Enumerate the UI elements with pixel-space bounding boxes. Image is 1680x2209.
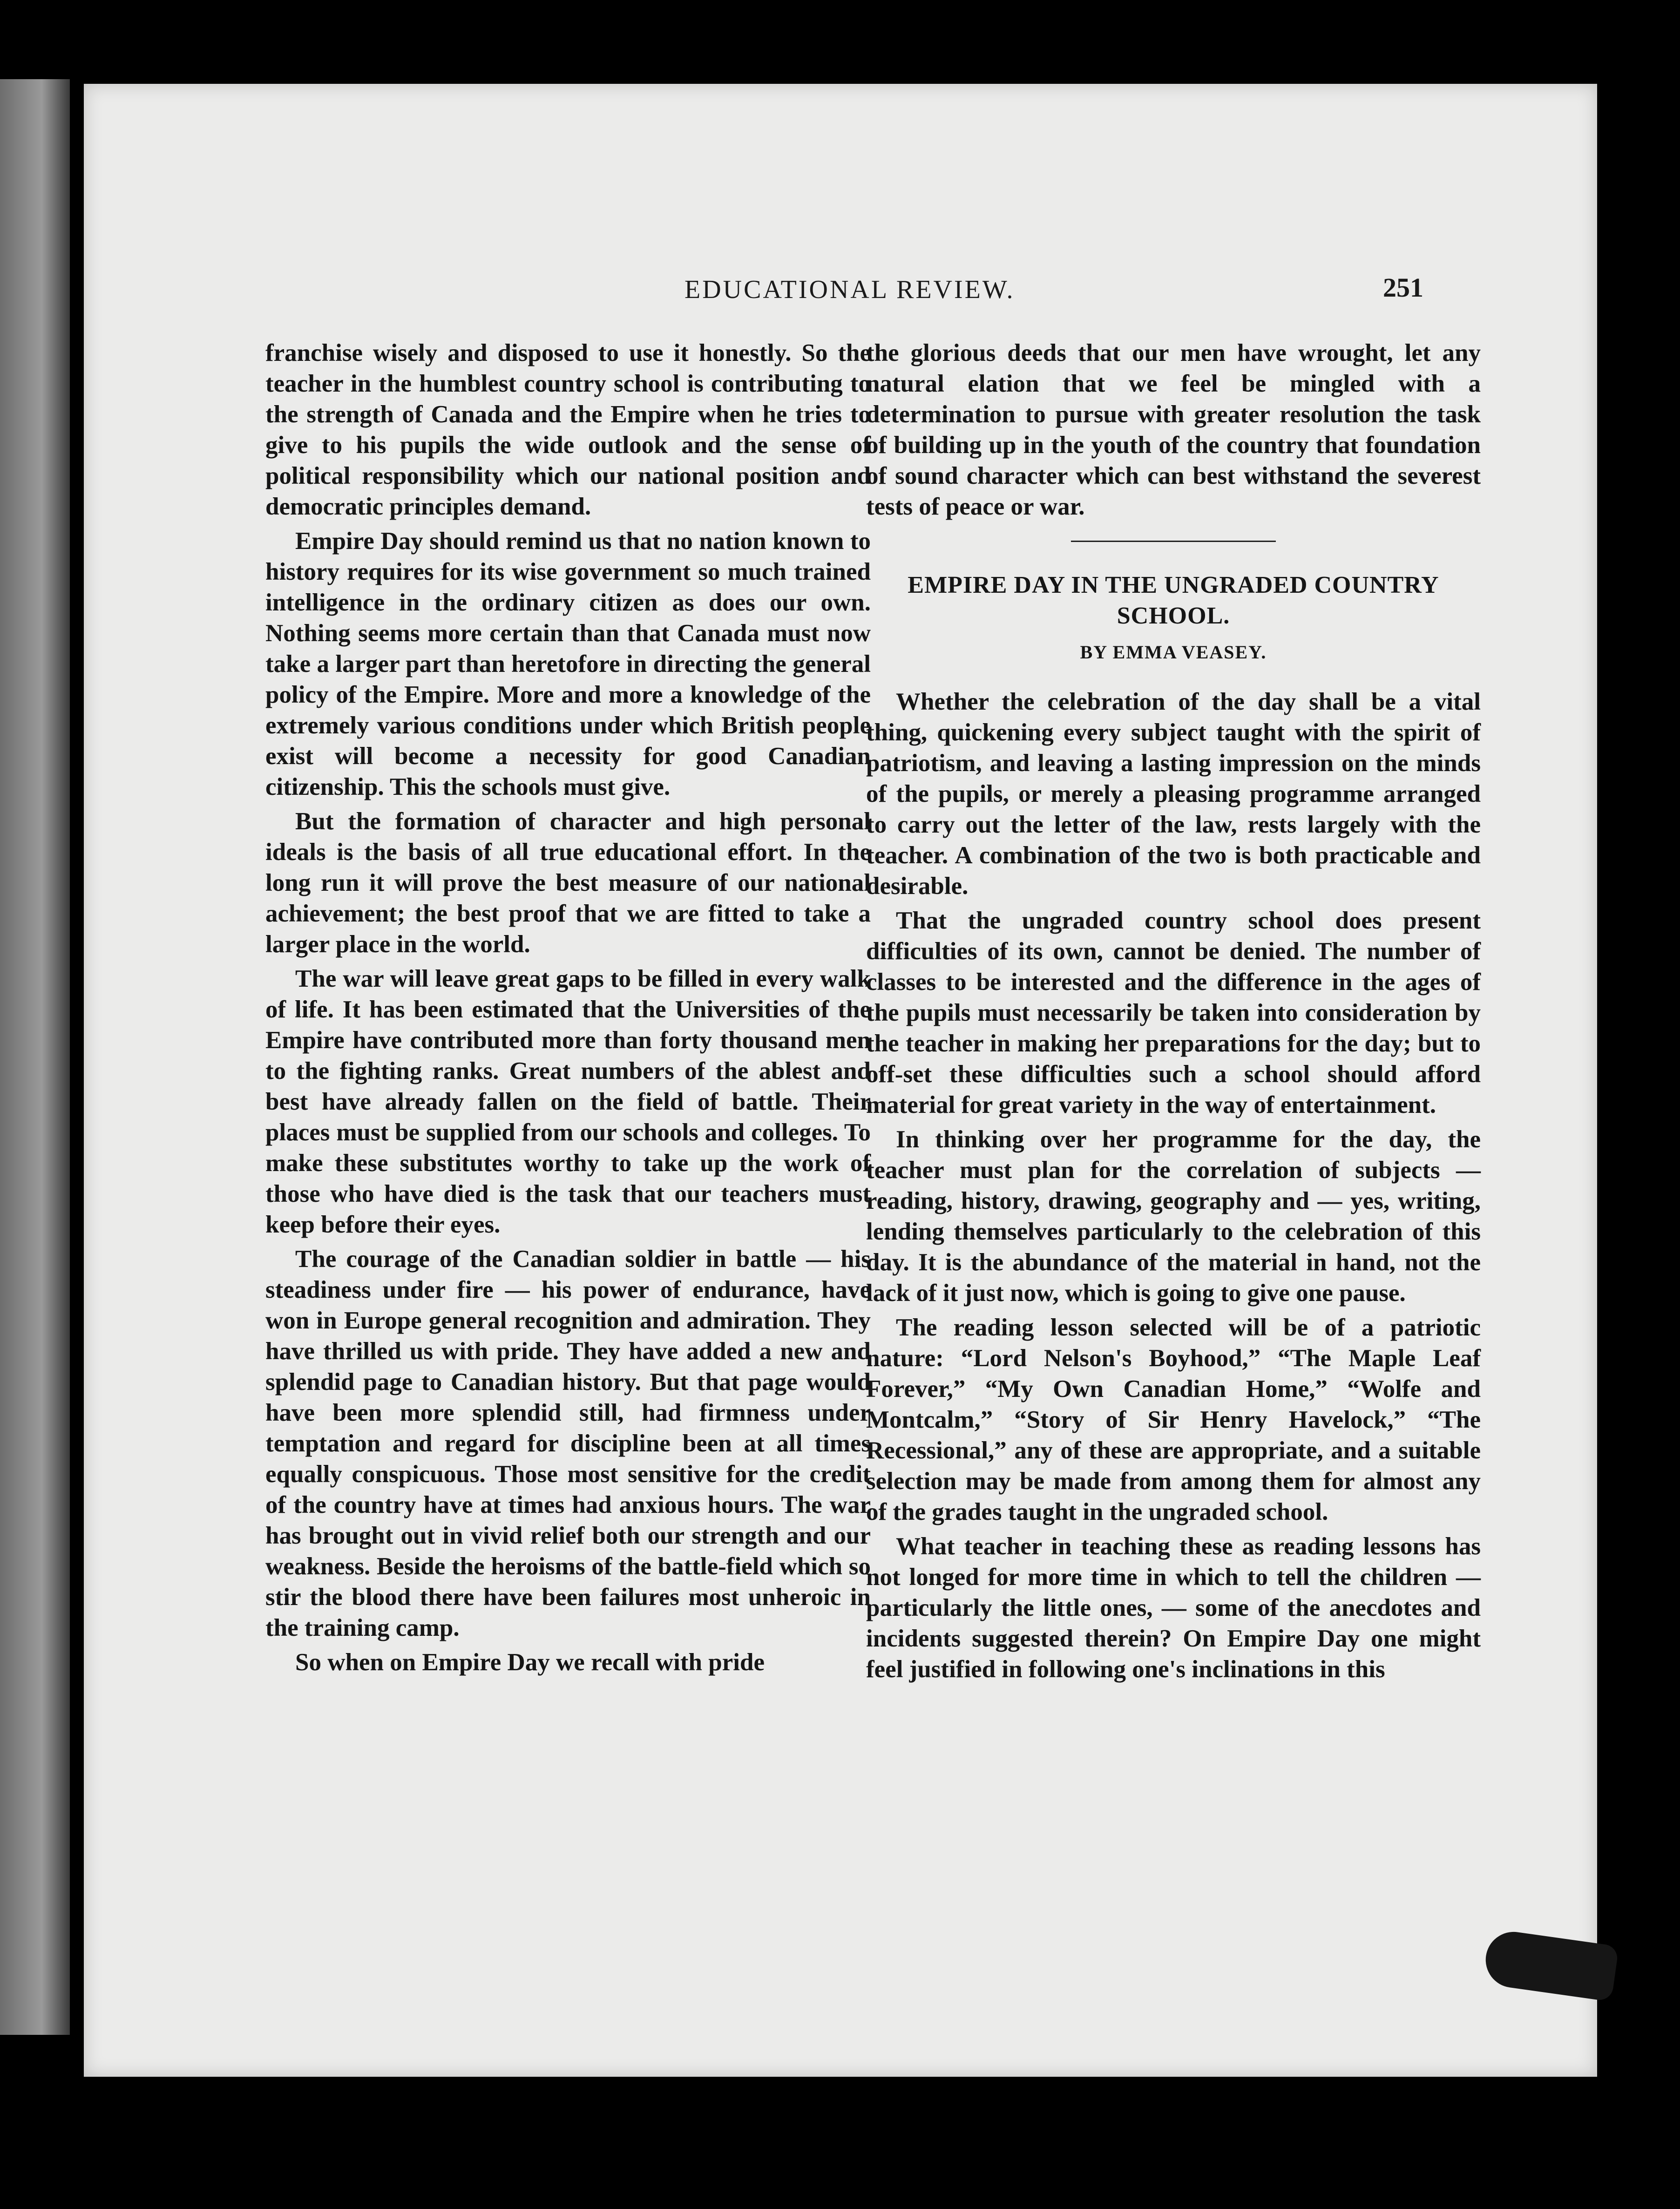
paragraph: In thinking over her programme for the day, the teacher must plan for the correlation of subjects — reading, history, drawing, geography and — yes, writing, lending themselves particularly to the celebration of this day. It is the abundance of the material in hand, not the lack of it just now, which is going to give one pause.	[866, 1126, 1481, 1307]
paragraph: the glorious deeds that our men have wrought, let any natural elation that we feel be mingled with a determination to pursue with greater resolution the task of building up in the youth of the country that foundation of sound character which can best withstand the severest tests of peace or war.	[866, 339, 1481, 520]
paragraph: So when on Empire Day we recall with pride	[295, 1649, 765, 1676]
left-column	[265, 338, 871, 1681]
paragraph: The war will leave great gaps to be filled in every walk of life. It has been estimated that the Universities of the Empire have contributed more than forty thousand men to the fighting ranks. Great numbers of the ablest and best have already fallen on the field of battle. Their places must be supplied from our schools and colleges. To make these substitutes worthy to take up the work of those who have died is the task that our teachers must keep before their eyes.	[265, 965, 871, 1238]
running-head	[84, 272, 1597, 317]
paragraph: But the formation of character and high personal ideals is the basis of all true educational effort. In the long run it will prove the best measure of our national achievement; the best proof that we are fitted to take a larger place in the world.	[265, 808, 871, 958]
paragraph: Whether the celebration of the day shall be a vital thing, quickening every subject taught with the spirit of patriotism, and leaving a lasting impression on the minds of the pupils, or merely a pleasing programme arranged to carry out the letter of the law, rests largely with the teacher. A combination of the two is both practicable and desirable.	[866, 688, 1481, 900]
paragraph: The courage of the Canadian soldier in battle — his steadiness under fire — his power of endurance, have won in Europe general recognition and admiration. They have thrilled us with pride. They have added a new and splendid page to Canadian history. But that page would have been more splendid still, had firmness under temptation and regard for discipline been at all times equally conspicuous. Those most sensitive for the credit of the country have at times had anxious hours. The war has brought out in vivid relief both our strength and our weakness. Beside the heroisms of the battle-field which so stir the blood there have been failures most unheroic in the training camp.	[265, 1246, 871, 1641]
section-divider	[1071, 541, 1276, 542]
article-title: EMPIRE DAY IN THE UNGRADED COUNTRY SCHOOL.	[908, 572, 1439, 629]
journal-title: EDUCATIONAL REVIEW.	[684, 275, 1015, 304]
article-byline: BY EMMA VEASEY.	[1080, 642, 1267, 663]
paragraph: franchise wisely and disposed to use it honestly. So the teacher in the humblest country school is contributing to the strength of Canada and the Empire when he tries to give to his pupils the wide outlook and the sense of political responsibility which our national position and democratic principles demand.	[265, 339, 871, 520]
paragraph: That the ungraded country school does present difficulties of its own, cannot be denied. The number of classes to be interested and the difference in the ages of the pupils must necessarily be taken into consideration by the teacher in making her preparations for the day; but to off-set these difficulties such a school should afford material for great variety in the way of entertainment.	[866, 907, 1481, 1118]
paragraph: What teacher in teaching these as reading lessons has not longed for more time in which to tell the children — particularly the little ones, — some of the anecdotes and incidents suggested therein? On Empire Day one might feel justified in following one's inclinations in this	[866, 1533, 1481, 1683]
page-number: 251	[1383, 272, 1423, 303]
right-column	[866, 338, 1481, 1688]
paragraph: The reading lesson selected will be of a patriotic nature: “Lord Nelson's Boyhood,” “The Maple Leaf Forever,” “My Own Canadian Home,” “Wolfe and Montcalm,” “Story of Sir Henry Havelock,” “The Recessional,” any of these are appropriate, and a suitable selection may be made from among them for almost any of the grades taught in the ungraded school.	[866, 1314, 1481, 1525]
adjacent-page-edge	[0, 79, 70, 2035]
document-page	[84, 84, 1597, 2077]
paragraph: Empire Day should remind us that no nation known to history requires for its wise government so much trained intelligence in the ordinary citizen as does our own. Nothing seems more certain than that Canada must now take a larger part than heretofore in directing the general policy of the Empire. More and more a knowledge of the extremely various conditions under which British people exist will become a necessity for good Canadian citizenship. This the schools must give.	[265, 528, 871, 800]
